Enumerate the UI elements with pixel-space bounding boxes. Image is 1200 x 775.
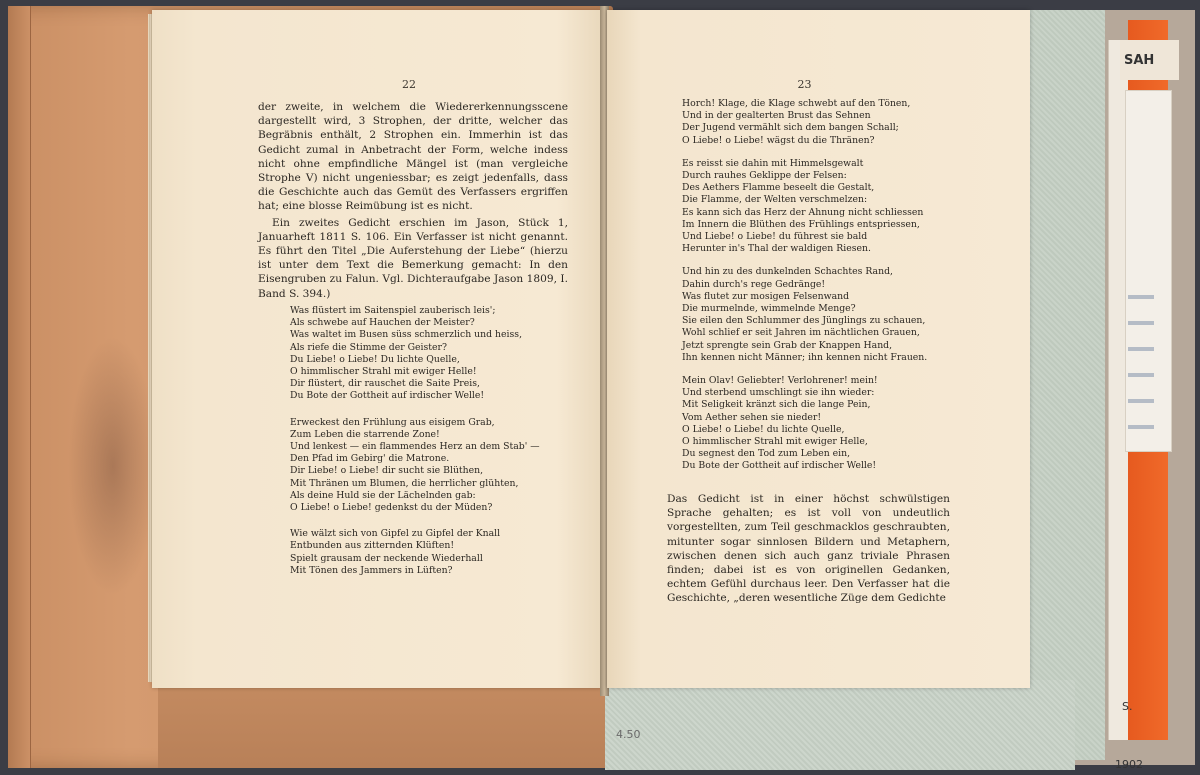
verse-line: Mit Tönen des Jammers in Lüften? [290,564,453,576]
stanza [682,266,927,364]
pencil-price-mark: 4.50 [616,728,641,741]
cover-fold [8,6,31,768]
verse-line: Als schwebe auf Hauchen der Meister? [290,317,475,329]
verse-line: Mein Olav! Geliebter! Verlohrener! mein! [682,375,878,387]
verse-line: O Liebe! o Liebe! wägst du die Thränen? [682,134,875,146]
verse-line: Und sterbend umschlingt sie ihn wieder: [682,387,875,399]
verse-line: Du Bote der Gottheit auf irdischer Welle! [682,460,877,472]
verse-line: Was flüstert im Saitenspiel zauberisch leis'; [290,305,496,316]
card-faded-lines [1128,295,1168,451]
verse-line: Dahin durch's rege Gedränge! [682,278,826,290]
verse-line: O himmlischer Strahl mit ewiger Helle, [682,436,868,448]
left-page [152,10,602,688]
paragraph: Das Gedicht ist in einer höchst schwülstigen Sprache gehalten; es ist voll von undeutlich vorgestellten, zum Teil geschmacklos geschraubten, mitunter sogar sinnlosen Bildern und Metaphern, zwischen denen sich auch ganz triviale Phrasen finden; dabei ist es von originellen Gedanken, echtem Gefühl durchaus leer. Den Verfasser hat die Geschichte, „deren wesentliche Züge dem Gedichte [667,493,950,605]
verse-line: Jetzt sprengte sein Grab der Knappen Hand, [682,339,893,351]
bottom-endpaper [605,680,1075,770]
verse-line: Des Aethers Flamme beseelt die Gestalt, [682,182,875,194]
verse-line: Du Bote der Gottheit auf irdischer Welle! [290,390,485,402]
pencil-year-mark: 1902 [1115,758,1143,771]
left-prose [258,100,568,301]
verse-line: Erweckest den Frühlung aus eisigem Grab, [290,416,495,428]
verse-line: Zum Leben die starrende Zone! [290,428,440,440]
verse-line: Was flutet zur mosigen Felsenwand [682,290,850,302]
verse-line: Und hin zu des dunkelnden Schachtes Rand, [682,266,893,278]
verse-line: Dir Liebe! o Liebe! dir sucht sie Blüthen, [290,465,484,477]
verse-line: Wohl schlief er seit Jahren im nächtlichen Grauen, [682,327,920,339]
verse-line: Im Innern die Blüthen des Frühlings entspriessen, [682,218,920,230]
page-number-right: 23 [797,78,812,91]
paragraph: Ein zweites Gedicht erschien im Jason, Stück 1, Januarheft 1811 S. 106. Ein Verfasser ist nicht genannt. Es führt den Titel „Die Auferstehung der Liebe“ (hierzu ist unter dem Text die Bemerkung gemacht: In den Eisengruben zu Falun. Vgl. Dichteraufgabe Jason 1809, I. Band S. 394.) [258,216,568,300]
page-number-left: 22 [402,78,416,91]
verse-line: Dir flüstert, dir rauschet die Saite Preis, [290,378,480,390]
verse-line: Der Jugend vermählt sich dem bangen Schall; [682,122,899,134]
stanza [290,305,540,403]
verse-line: Du Liebe! o Liebe! Du lichte Quelle, [290,353,460,365]
verse-line: Mit Thränen um Blumen, die herrlicher glühten, [290,477,519,489]
spine-label: SAH [1120,40,1179,80]
verse-line: Du segnest den Tod zum Leben ein, [682,448,851,460]
verse-line: Als riefe die Stimme der Geister? [290,341,447,353]
verse-line: O Liebe! o Liebe! gedenkst du der Müden? [290,502,493,514]
verse-line: O himmlischer Strahl mit ewiger Helle! [290,366,477,378]
verse-line: Die murmelnde, wimmelnde Menge? [682,303,856,315]
poem-left [290,305,540,588]
poem-right [682,98,927,484]
verse-line: Durch rauhes Geklippe der Felsen: [682,170,847,182]
paragraph: der zweite, in welchem die Wiedererkennungsscene dargestellt wird, 3 Strophen, der dritte, welcher das Begräbnis enthält, 2 Strophen ein. Immerhin ist das Gedicht zumal in Anbetracht der Form, welche indess nicht ohne empfindliche Mängel ist (man vergleiche Strophe V) nicht ungeniessbar; es zeigt jedenfalls, dass die Geschichte auch das Gemüt des Verfassers ergriffen hat; eine blosse Reimübung ist es nicht. [258,101,568,213]
stanza [290,528,540,577]
pencil-mark: S. [1122,700,1133,713]
verse-line: Wie wälzt sich von Gipfel zu Gipfel der Knall [290,528,501,540]
right-page [607,10,1030,688]
verse-line: Spielt grausam der neckende Wiederhall [290,552,483,564]
cover-bottom-edge [158,688,613,768]
cover-stain [68,336,158,596]
verse-line: O Liebe! o Liebe! du lichte Quelle, [682,423,845,435]
verse-line: Herunter in's Thal der waldigen Riesen. [682,243,871,255]
verse-line: Mit Seligkeit kränzt sich die lange Pein, [682,399,871,411]
verse-line: Als deine Huld sie der Lächelnden gab: [290,489,476,501]
verse-line: Und lenkest — ein flammendes Herz an dem Stab' — [290,441,540,453]
stanza [682,158,927,256]
stanza [682,375,927,473]
right-prose [667,492,950,606]
right-endpaper [1030,10,1105,760]
stanza [682,98,927,147]
verse-line: Und in der gealterten Brust das Sehnen [682,110,871,122]
verse-line: Ihn kennen nicht Männer; ihn kennen nicht Frauen. [682,351,928,363]
verse-line: Es kann sich das Herz der Ahnung nicht schliessen [682,206,924,218]
verse-line: Es reisst sie dahin mit Himmelsgewalt [682,157,864,169]
verse-line: Den Pfad im Gebirg' die Matrone. [290,453,450,465]
verse-line: Und Liebe! o Liebe! du führest sie bald [682,231,868,243]
stanza [290,417,540,515]
verse-line: Vom Aether sehen sie nieder! [682,411,822,423]
verse-line: Horch! Klage, die Klage schwebt auf den Tönen, [682,98,911,109]
verse-line: Sie eilen den Schlummer des Jünglings zu schauen, [682,315,926,327]
verse-line: Entbunden aus zitternden Klüften! [290,540,455,552]
verse-line: Die Flamme, der Welten verschmelzen: [682,194,868,206]
verse-line: Was waltet im Busen süss schmerzlich und heiss, [290,329,523,341]
